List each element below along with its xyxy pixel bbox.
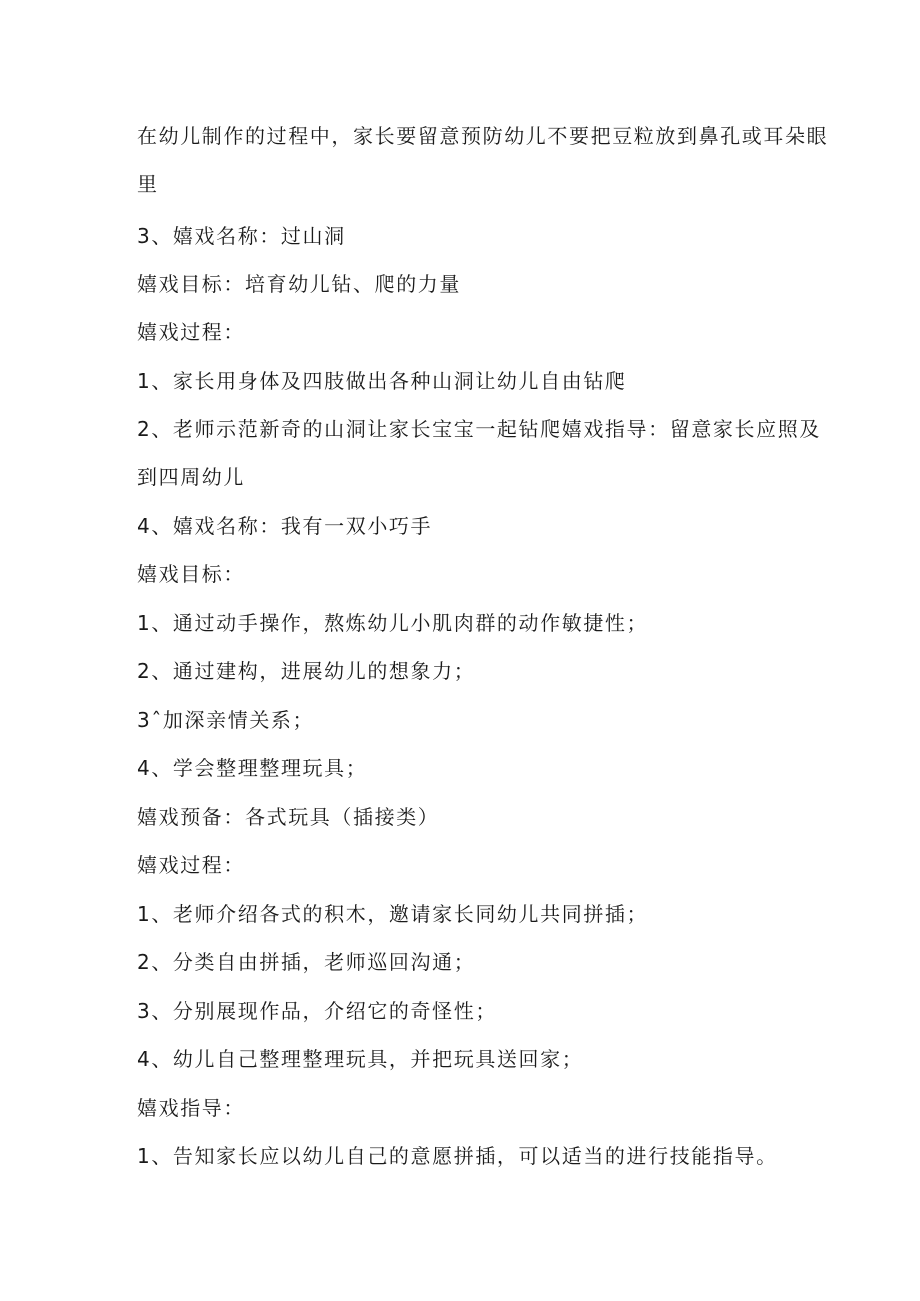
guidance-item-1: 1、告知家长应以幼儿自己的意愿拼插，可以适当的进行技能指导。 [137, 1144, 778, 1168]
process-step-2: 2、老师示范新奇的山洞让家长宝宝一起钻爬嬉戏指导：留意家长应照及 [137, 417, 821, 441]
process2-step-3: 3、分别展现作品，介绍它的奇怪性； [137, 999, 497, 1023]
process2-step-1: 1、老师介绍各式的积木，邀请家长同幼儿共同拼插； [137, 902, 649, 926]
section-heading-4: 4、嬉戏名称：我有一双小巧手 [137, 514, 433, 538]
process-step-2-continued: 到四周幼儿 [137, 465, 245, 489]
goal-item-1: 1、通过动手操作，熬炼幼儿小肌肉群的动作敏捷性； [137, 611, 649, 635]
paragraph-line-1: 在幼儿制作的过程中，家长要留意预防幼儿不要把豆粒放到鼻孔或耳朵眼 [137, 124, 829, 148]
goal-item-2: 2、通过建构，进展幼儿的想象力； [137, 659, 476, 683]
process-step-1: 1、家长用身体及四肢做出各种山洞让幼儿自由钻爬 [137, 369, 627, 393]
game-goal-line: 嬉戏目标：培育幼儿钻、爬的力量 [137, 272, 461, 296]
paragraph-line-2: 里 [137, 172, 159, 196]
game-guidance-heading: 嬉戏指导： [137, 1096, 245, 1120]
section-heading-3: 3、嬉戏名称：过山洞 [137, 224, 346, 248]
goal-item-4: 4、学会整理整理玩具； [137, 756, 368, 780]
game-preparation-line: 嬉戏预备：各式玩具（插接类） [137, 805, 440, 829]
goal-item-3: 3ˆ加深亲情关系； [137, 708, 315, 732]
process2-step-4: 4、幼儿自己整理整理玩具，并把玩具送回家； [137, 1047, 584, 1071]
process2-step-2: 2、分类自由拼插，老师巡回沟通； [137, 950, 476, 974]
game-process-heading: 嬉戏过程： [137, 320, 245, 344]
game-goal-heading: 嬉戏目标： [137, 562, 245, 586]
game-process-heading-2: 嬉戏过程： [137, 853, 245, 877]
